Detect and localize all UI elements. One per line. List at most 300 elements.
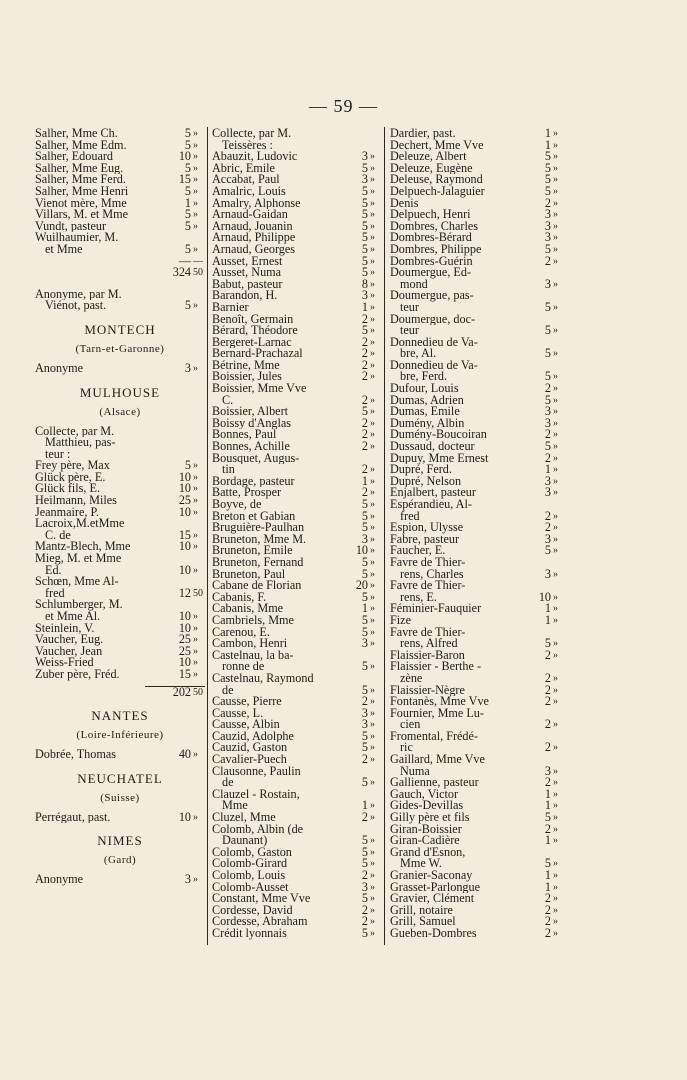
donor-name: Denis xyxy=(390,197,419,210)
amount-francs: 5 xyxy=(361,775,368,790)
donor-name: Collecte, par M. xyxy=(35,425,115,438)
donor-name: Dufour, Louis xyxy=(390,383,459,395)
amount-centimes: » xyxy=(370,394,375,406)
donor-row xyxy=(212,311,382,326)
amount-francs: 2 xyxy=(361,694,368,709)
donor-row xyxy=(390,916,565,928)
amount-centimes: » xyxy=(370,777,375,789)
donor-name: Gaillard, Mme Vve xyxy=(390,754,485,766)
donor-name: Amalric, Louis xyxy=(212,185,286,198)
donor-name: fred xyxy=(400,510,420,523)
donor-name: Daunant) xyxy=(222,835,268,847)
donor-row xyxy=(212,209,382,221)
column-divider-left xyxy=(207,127,208,945)
donor-name: Grill, Samuel xyxy=(390,916,456,928)
amount-francs: 5 xyxy=(184,298,191,313)
donor-row xyxy=(212,682,382,697)
amount-centimes: » xyxy=(553,742,558,754)
donor-row xyxy=(390,835,565,847)
donor-name: Constant, Mme Vve xyxy=(212,893,311,905)
donor-row xyxy=(390,195,565,210)
donor-name: Espérandieu, Al- xyxy=(390,499,472,511)
amount-francs: 2 xyxy=(361,485,368,500)
donor-row xyxy=(212,902,382,917)
donor-row xyxy=(212,415,382,430)
donor-row xyxy=(390,661,565,673)
amount-centimes: — xyxy=(193,255,203,267)
donor-name: Féminier-Fauquier xyxy=(390,603,482,615)
amount-francs: 3 xyxy=(361,705,368,720)
donor-row xyxy=(212,545,382,557)
donor-name: Mieg, M. et Mme xyxy=(35,553,122,565)
donor-name: Barnier xyxy=(212,301,249,314)
donor-row xyxy=(390,415,565,430)
amount-francs: 10 xyxy=(178,539,191,554)
donor-name: Deleuse, Raymond xyxy=(390,174,483,186)
amount-francs: 5 xyxy=(361,728,368,743)
amount-francs: 2 xyxy=(361,462,368,477)
amount-francs: 3 xyxy=(361,149,368,164)
donor-row xyxy=(390,267,565,279)
amount-centimes: » xyxy=(370,893,375,905)
donor-name: mond xyxy=(400,278,428,291)
donor-name: Gides-Devillas xyxy=(390,800,464,813)
amount-centimes: » xyxy=(193,811,198,823)
amount-centimes: » xyxy=(553,209,558,221)
amount-centimes: » xyxy=(553,371,558,383)
donor-name: Lacroix,M.etMme xyxy=(35,518,125,530)
amount-francs: 2 xyxy=(361,810,368,825)
amount-centimes: » xyxy=(370,151,375,163)
donor-name: Carenou, E. xyxy=(212,626,270,639)
donor-name: Boissier, Jules xyxy=(212,371,282,384)
donor-name: Accabat, Paul xyxy=(212,174,280,186)
amount-centimes: » xyxy=(193,749,198,761)
donor-name: Bordage, pasteur xyxy=(212,475,295,488)
donor-name: Dechert, Mme Vve xyxy=(390,139,484,152)
donor-row xyxy=(212,392,382,407)
donor-name: Colomb, Gaston xyxy=(212,846,292,859)
amount-francs: 5 xyxy=(361,856,368,871)
amount-centimes: » xyxy=(370,719,375,731)
amount-centimes: » xyxy=(370,545,375,557)
donor-name: Crédit lyonnais xyxy=(212,927,287,940)
donor-row xyxy=(390,209,565,221)
donor-row xyxy=(390,638,565,650)
donor-row xyxy=(212,383,382,395)
donor-name: Frey père, Max xyxy=(35,460,110,472)
donor-name: Grasset-Parlongue xyxy=(390,881,481,894)
donor-row xyxy=(212,870,382,882)
donor-name: Anonyme, par M. xyxy=(35,288,122,301)
donor-name: Dumas, Adrien xyxy=(390,394,464,407)
amount-centimes: » xyxy=(193,645,198,657)
donor-name: Grill, notaire xyxy=(390,904,453,917)
amount-centimes: » xyxy=(553,151,558,163)
amount-francs: 5 xyxy=(361,740,368,755)
amount-francs: 5 xyxy=(361,508,368,523)
donor-row xyxy=(212,800,382,812)
donor-name: Bonnes, Paul xyxy=(212,429,277,442)
amount-centimes: » xyxy=(370,371,375,383)
donor-row xyxy=(390,383,565,395)
donor-name: Salher, Mme Eug. xyxy=(35,162,124,175)
donor-name: Bérard, Théodore xyxy=(212,325,298,337)
amount-francs: 5 xyxy=(361,566,368,581)
donor-name: Fromental, Frédé- xyxy=(390,730,478,743)
section-heading: MONTECH xyxy=(84,321,156,337)
amount-centimes: » xyxy=(370,220,375,232)
donor-row xyxy=(212,777,382,789)
amount-centimes: » xyxy=(193,362,198,374)
amount-centimes: » xyxy=(193,209,198,221)
amount-centimes: » xyxy=(553,858,558,870)
donor-name: Dumény, Albin xyxy=(390,417,465,430)
amount-francs: 8 xyxy=(361,276,368,291)
donor-row xyxy=(35,151,205,163)
amount-centimes: » xyxy=(370,162,375,174)
donor-row xyxy=(390,800,565,812)
donor-row xyxy=(212,754,382,766)
amount-centimes: » xyxy=(553,916,558,928)
amount-centimes: » xyxy=(553,603,558,615)
donor-name: Cabane de Florian xyxy=(212,580,302,592)
amount-francs: 5 xyxy=(184,183,191,198)
amount-centimes: » xyxy=(370,603,375,615)
donor-name: teur : xyxy=(45,448,71,461)
donor-row xyxy=(35,449,205,461)
amount-francs: 2 xyxy=(361,369,368,384)
donor-name: Doumergue, Ed- xyxy=(390,267,472,279)
donor-name: bre, Al. xyxy=(400,348,437,360)
donor-row xyxy=(35,585,205,600)
amount-francs: 10 xyxy=(178,809,191,824)
amount-francs: 2 xyxy=(361,902,368,917)
donor-row xyxy=(35,541,205,553)
donor-name: Faucher, E. xyxy=(390,545,446,557)
donor-row xyxy=(212,766,382,778)
donor-row xyxy=(212,325,382,337)
donor-row xyxy=(212,812,382,824)
amount-centimes: » xyxy=(193,151,198,163)
donor-row xyxy=(212,232,382,244)
amount-francs: 10 xyxy=(178,481,191,496)
amount-francs: 5 xyxy=(361,497,368,511)
donor-row xyxy=(390,879,565,894)
amount-centimes: » xyxy=(370,927,375,939)
donor-row xyxy=(390,557,565,569)
amount-centimes: » xyxy=(370,858,375,870)
donor-row xyxy=(390,325,565,337)
donor-name: tin xyxy=(222,464,235,476)
donor-name: Dombres-Guérin xyxy=(390,255,473,268)
donor-row xyxy=(35,666,205,681)
donor-row xyxy=(390,299,565,314)
amount-francs: 1 xyxy=(544,137,551,152)
amount-francs: 3 xyxy=(544,485,551,500)
donor-name: Cambriels, Mme xyxy=(212,614,294,627)
donor-row xyxy=(390,276,565,291)
amount-francs: — xyxy=(178,253,191,268)
amount-centimes: » xyxy=(553,545,558,557)
amount-francs: 1 xyxy=(544,879,551,894)
amount-centimes: » xyxy=(553,765,558,777)
donor-name: Donnedieu de Va- xyxy=(390,359,478,372)
amount-centimes: » xyxy=(370,730,375,742)
amount-centimes: » xyxy=(370,209,375,221)
amount-centimes: » xyxy=(370,835,375,847)
donor-row xyxy=(212,183,382,198)
amount-centimes: » xyxy=(553,441,558,453)
amount-centimes: » xyxy=(370,510,375,522)
donor-name: Donnedieu de Va- xyxy=(390,336,478,349)
amount-francs: 3 xyxy=(544,404,551,419)
donor-row xyxy=(390,337,565,349)
donor-name: Favre de Thier- xyxy=(390,580,466,592)
amount-francs: 5 xyxy=(544,810,551,825)
section-region: (Tarn-et-Garonne) xyxy=(75,342,165,355)
amount-francs: 15 xyxy=(178,666,191,681)
amount-francs: 3 xyxy=(544,218,551,233)
donor-name: Arnaud, Philippe xyxy=(212,232,296,244)
column-middle xyxy=(212,128,382,940)
amount-centimes: » xyxy=(370,243,375,255)
donor-row xyxy=(212,661,382,673)
donor-row xyxy=(212,195,382,210)
amount-centimes: » xyxy=(553,777,558,789)
donor-row xyxy=(390,696,565,708)
donor-row xyxy=(212,140,382,152)
donor-row xyxy=(212,742,382,754)
donor-row xyxy=(35,195,205,210)
amount-francs: 5 xyxy=(361,207,368,222)
donor-name: Babut, pasteur xyxy=(212,278,283,291)
donor-row xyxy=(212,241,382,256)
amount-centimes: » xyxy=(370,568,375,580)
donor-name: Dombres, Charles xyxy=(390,220,479,233)
amount-francs: 1 xyxy=(361,798,368,813)
donor-row xyxy=(390,160,565,175)
donor-name: Barandon, H. xyxy=(212,290,278,302)
amount-centimes: » xyxy=(193,471,198,483)
donor-row xyxy=(390,589,565,604)
donor-row xyxy=(212,218,382,233)
donor-name: Jeanmaire, P. xyxy=(35,506,99,519)
amount-francs: 10 xyxy=(178,609,191,623)
amount-francs: 5 xyxy=(361,195,368,210)
amount-francs: 1 xyxy=(544,462,551,477)
donor-name: et Mme xyxy=(45,243,83,256)
donor-row xyxy=(212,348,382,360)
donor-row xyxy=(35,360,205,375)
amount-centimes: » xyxy=(193,483,198,495)
amount-centimes: » xyxy=(370,846,375,858)
amount-centimes: » xyxy=(553,893,558,905)
donor-name: Arnaud, Georges xyxy=(212,243,296,256)
donor-row xyxy=(390,473,565,488)
donor-row xyxy=(390,847,565,859)
amount-centimes: » xyxy=(370,185,375,197)
donor-name: Abric, Emile xyxy=(212,162,275,175)
donor-name: Granier-Saconay xyxy=(390,870,473,882)
amount-centimes: » xyxy=(193,622,198,634)
amount-francs: 2 xyxy=(361,868,368,882)
amount-francs: 2 xyxy=(361,334,368,349)
donor-row xyxy=(212,844,382,859)
donor-name: Doumergue, doc- xyxy=(390,313,476,326)
amount-francs: 5 xyxy=(184,126,191,140)
amount-centimes: » xyxy=(553,255,558,267)
donor-row xyxy=(212,160,382,175)
donor-row xyxy=(212,473,382,488)
donor-name: Bernard-Prachazal xyxy=(212,348,303,360)
donor-row xyxy=(212,464,382,476)
donor-row xyxy=(390,392,565,407)
amount-francs: 10 xyxy=(178,149,191,164)
donor-name: Vaucher, Eug. xyxy=(35,634,104,646)
donor-row xyxy=(212,499,382,511)
donor-name: Salher, Mme Ferd. xyxy=(35,174,126,186)
amount-francs: 2 xyxy=(544,891,551,906)
donor-row xyxy=(212,508,382,523)
amount-francs: 40 xyxy=(178,747,191,762)
amount-centimes: » xyxy=(553,487,558,499)
amount-centimes: » xyxy=(553,835,558,847)
amount-francs: 2 xyxy=(361,415,368,430)
amount-francs: 5 xyxy=(361,844,368,859)
donor-name: Dupré, Ferd. xyxy=(390,464,452,476)
donor-name: Mme W. xyxy=(400,858,442,870)
amount-centimes: » xyxy=(370,290,375,302)
donor-row xyxy=(390,612,565,627)
donor-name: Cauzid, Adolphe xyxy=(212,730,294,743)
donor-row xyxy=(212,728,382,743)
amount-centimes: » xyxy=(370,916,375,928)
amount-centimes: » xyxy=(370,638,375,650)
amount-francs: 324 xyxy=(172,265,191,280)
donor-name: Dupuy, Mme Ernest xyxy=(390,452,489,465)
donor-name: Delpuech-Jalaguier xyxy=(390,185,485,198)
amount-francs: 2 xyxy=(544,821,551,836)
donor-name: Glück père, E. xyxy=(35,471,106,484)
subtotal-row xyxy=(145,686,205,699)
section-heading: NEUCHATEL xyxy=(77,770,163,786)
donor-name: Flaissier-Nègre xyxy=(390,684,465,697)
donor-name: Fournier, Mme Lu- xyxy=(390,707,484,720)
donor-row xyxy=(390,128,565,140)
amount-francs: 5 xyxy=(544,543,551,558)
donor-name: Vaucher, Jean xyxy=(35,645,103,658)
donor-row xyxy=(390,719,565,731)
donor-row xyxy=(390,253,565,268)
donor-row xyxy=(390,218,565,233)
amount-centimes: » xyxy=(553,812,558,824)
amount-centimes: » xyxy=(553,394,558,406)
amount-francs: 5 xyxy=(361,833,368,848)
amount-francs: 3 xyxy=(544,207,551,222)
donor-name: Weiss-Fried xyxy=(35,657,94,669)
donor-name: Mme xyxy=(222,800,248,813)
donor-name: C. xyxy=(222,394,234,407)
column-divider-right xyxy=(384,127,385,945)
donor-name: Gauch, Victor xyxy=(390,788,459,801)
donor-row xyxy=(390,870,565,882)
amount-centimes: » xyxy=(193,657,198,669)
amount-centimes: » xyxy=(370,406,375,418)
donor-row xyxy=(390,731,565,743)
amount-centimes: » xyxy=(193,634,198,646)
donor-row xyxy=(212,835,382,847)
amount-francs: 3 xyxy=(184,872,191,887)
donor-name: Matthieu, pas- xyxy=(45,437,116,449)
amount-francs: 2 xyxy=(544,450,551,465)
donor-name: teur xyxy=(400,325,419,337)
donor-name: Salher, Mme Ch. xyxy=(35,128,118,140)
amount-francs: 2 xyxy=(361,427,368,442)
donor-row xyxy=(390,441,565,453)
amount-francs: 3 xyxy=(361,172,368,187)
amount-centimes: » xyxy=(553,719,558,731)
amount-francs: 2 xyxy=(544,427,551,442)
donor-name: Anonyme xyxy=(35,362,84,375)
amount-francs: 2 xyxy=(361,439,368,454)
amount-centimes: » xyxy=(553,429,558,441)
donor-name: Giran-Boissier xyxy=(390,823,462,836)
amount-centimes: » xyxy=(370,522,375,534)
donor-name: Villars, M. et Mme xyxy=(35,209,129,221)
amount-francs: 3 xyxy=(544,566,551,581)
donor-name: Clausonne, Paulin xyxy=(212,765,301,778)
amount-francs: 1 xyxy=(544,601,551,616)
amount-centimes: » xyxy=(553,684,558,696)
donor-row xyxy=(390,786,565,801)
amount-francs: 5 xyxy=(544,369,551,384)
amount-francs: 2 xyxy=(544,914,551,929)
amount-centimes: » xyxy=(553,464,558,476)
donor-name: Flaissier-Baron xyxy=(390,649,465,662)
amount-francs: 2 xyxy=(544,682,551,697)
amount-francs: 5 xyxy=(184,458,191,473)
amount-centimes: » xyxy=(553,696,558,708)
amount-centimes: » xyxy=(370,429,375,441)
amount-francs: 2 xyxy=(544,195,551,210)
donor-row xyxy=(390,183,565,198)
amount-francs: 5 xyxy=(544,323,551,338)
amount-francs: 2 xyxy=(361,311,368,326)
donor-name: Fabre, pasteur xyxy=(390,533,460,546)
amount-francs: 5 xyxy=(361,404,368,419)
donor-name: rens, E. xyxy=(400,591,437,604)
donor-name: Wuilhaumier, M. xyxy=(35,232,119,244)
donor-row xyxy=(212,453,382,465)
donor-name: Giran-Cadière xyxy=(390,835,460,847)
amount-centimes: » xyxy=(553,128,558,139)
donor-name: Bruneton, Emile xyxy=(212,545,293,557)
amount-centimes: » xyxy=(370,336,375,348)
donor-row xyxy=(35,874,205,886)
amount-francs: 5 xyxy=(544,241,551,256)
donor-name: zène xyxy=(400,672,423,685)
donor-name: rens, Alfred xyxy=(400,638,458,650)
donor-name: cien xyxy=(400,719,421,731)
donor-row xyxy=(390,314,565,326)
donor-name: Boissy d'Anglas xyxy=(212,417,292,430)
donor-row xyxy=(390,487,565,499)
amount-centimes: » xyxy=(370,812,375,824)
amount-centimes: » xyxy=(370,556,375,568)
amount-centimes: » xyxy=(553,220,558,232)
amount-centimes: » xyxy=(553,591,558,603)
